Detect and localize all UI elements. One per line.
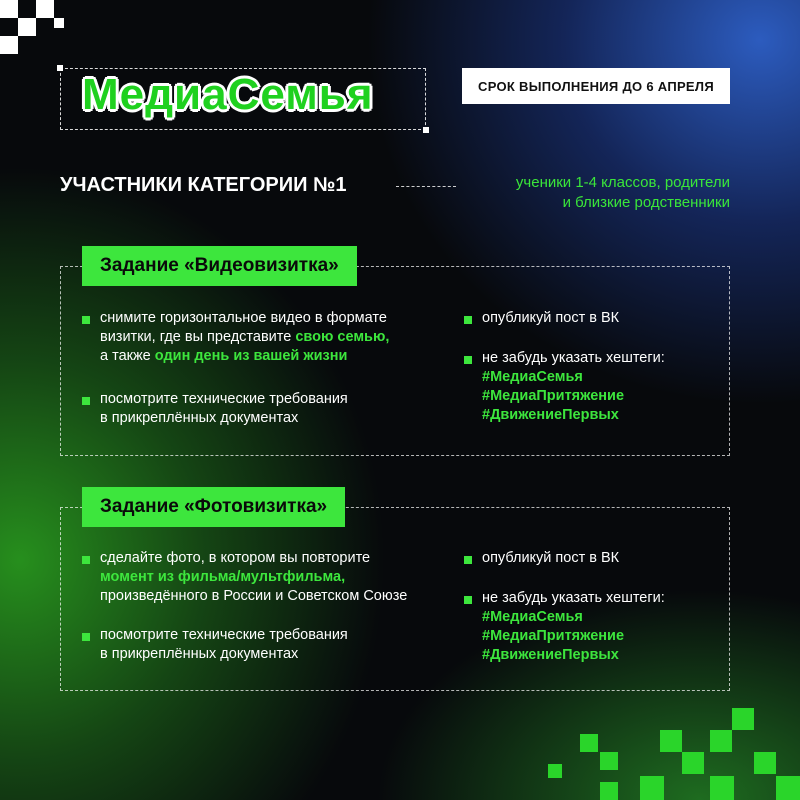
item-text: не забудь указать хештеги: xyxy=(482,590,665,606)
task-photo-item-2 xyxy=(100,626,440,664)
category-description xyxy=(470,173,730,213)
decor-pixel xyxy=(548,764,562,778)
decor-pixel xyxy=(580,734,598,752)
decor-pixel xyxy=(640,776,664,800)
decor-pixel xyxy=(732,708,754,730)
item-text: а также xyxy=(100,348,155,364)
item-text: не забудь указать хештеги: xyxy=(482,350,665,366)
task-photo-item-4 xyxy=(482,589,722,665)
item-text: визитки, где вы представите xyxy=(100,329,296,345)
decor-pixel xyxy=(660,730,682,752)
category-title: УЧАСТНИКИ КАТЕГОРИИ №1 xyxy=(60,174,347,196)
decor-pixel xyxy=(600,752,618,770)
bullet-icon xyxy=(82,316,90,324)
decor-pixel xyxy=(754,752,776,774)
hashtag: #МедиаСемья xyxy=(482,609,583,625)
item-text: в прикреплённых документах xyxy=(100,410,299,426)
decor-pixel xyxy=(36,0,54,18)
decor-pixel xyxy=(710,776,734,800)
bullet-icon xyxy=(464,556,472,564)
hashtag: #ДвижениеПервых xyxy=(482,647,619,663)
bullet-icon xyxy=(464,596,472,604)
category-description-line: ученики 1-4 классов, родители xyxy=(515,174,730,191)
task-video-item-4 xyxy=(482,349,722,425)
category-divider xyxy=(396,186,456,187)
task-video-label: Задание «Видеовизитка» xyxy=(82,246,357,286)
item-highlight: свою семью, xyxy=(295,329,390,345)
task-photo-item-1 xyxy=(100,549,450,606)
task-photo-item-3: опубликуй пост в ВК xyxy=(482,550,620,566)
item-text: сделайте фото, в котором вы повторите xyxy=(100,550,371,566)
decor-pixel xyxy=(18,18,36,36)
task-photo-label: Задание «Фотовизитка» xyxy=(82,487,345,527)
decor-pixel xyxy=(710,730,732,752)
decor-pixel xyxy=(54,18,64,28)
item-highlight: один день из вашей жизни xyxy=(154,348,348,364)
item-text: произведённого в России и Советском Союзе xyxy=(100,588,408,604)
item-text: снимите горизонтальное видео в формате xyxy=(100,310,387,326)
decor-pixel xyxy=(0,36,18,54)
hashtag: #ДвижениеПервых xyxy=(482,407,619,423)
page-title: МедиаСемья xyxy=(82,70,374,119)
task-video-item-3: опубликуй пост в ВК xyxy=(482,310,620,326)
decor-pixel xyxy=(776,776,800,800)
frame-corner xyxy=(57,65,63,71)
task-video-item-2 xyxy=(100,390,440,428)
task-video-item-1 xyxy=(100,309,440,366)
item-highlight: момент из фильма/мультфильма, xyxy=(100,569,346,585)
bullet-icon xyxy=(82,556,90,564)
decor-pixel xyxy=(682,752,704,774)
deadline-badge: СРОК ВЫПОЛНЕНИЯ ДО 6 АПРЕЛЯ xyxy=(462,68,730,104)
item-text: посмотрите технические требования xyxy=(100,391,348,407)
bullet-icon xyxy=(82,397,90,405)
decor-pixel xyxy=(0,0,18,18)
category-description-line: и близкие родственники xyxy=(562,194,730,211)
decor-pixel xyxy=(600,782,618,800)
bullet-icon xyxy=(464,316,472,324)
hashtag: #МедиаСемья xyxy=(482,369,583,385)
bullet-icon xyxy=(82,633,90,641)
hashtag: #МедиаПритяжение xyxy=(482,628,625,644)
frame-corner xyxy=(423,127,429,133)
item-text: в прикреплённых документах xyxy=(100,646,299,662)
hashtag: #МедиаПритяжение xyxy=(482,388,625,404)
item-text: посмотрите технические требования xyxy=(100,627,348,643)
bullet-icon xyxy=(464,356,472,364)
